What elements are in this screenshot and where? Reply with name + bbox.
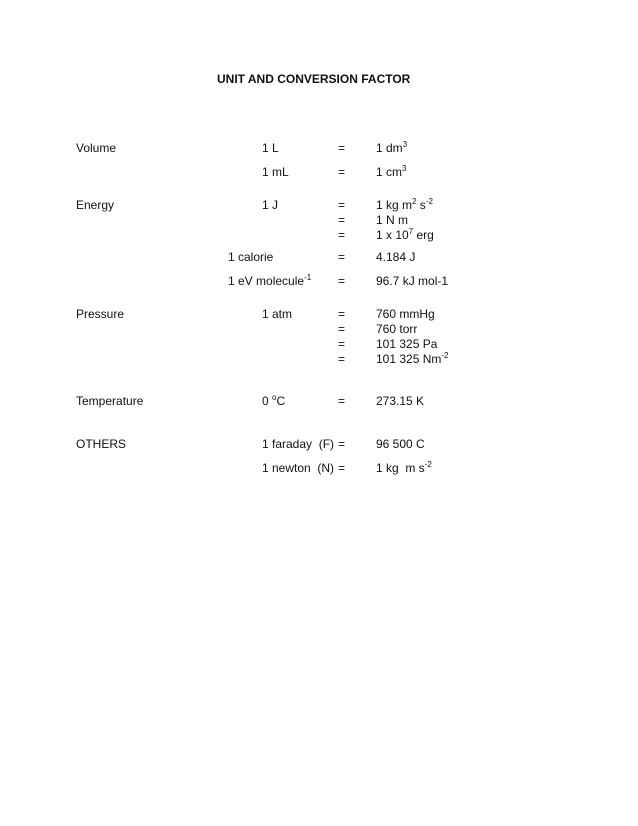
unit-1-newton: 1 newton (N) [262, 461, 335, 475]
unit-1-atm: 1 atm [262, 307, 293, 321]
value-101325-pa: 101 325 Pa [376, 337, 438, 351]
page-title: UNIT AND CONVERSION FACTOR [217, 72, 411, 86]
unit-1-faraday: 1 faraday (F) [262, 437, 335, 451]
value-1-n-m: 1 N m [376, 213, 409, 227]
equals-sign: = [338, 250, 346, 264]
equals-sign: = [338, 274, 346, 288]
category-label-others: OTHERS [76, 437, 127, 451]
equals-sign: = [338, 141, 346, 155]
equals-sign: = [338, 213, 346, 227]
category-label-pressure: Pressure [76, 307, 125, 321]
value-101325-nm-2: 101 325 $Nm^{-2}$ [376, 351, 449, 366]
category-label-volume: Volume [76, 141, 117, 155]
equals-sign: = [338, 228, 346, 242]
value-760-torr: 760 torr [376, 322, 418, 336]
equals-sign: = [338, 352, 346, 366]
value-760-mmhg: 760 mmHg [376, 307, 435, 321]
unit-0-celsius: 0 $^o$C [262, 393, 286, 408]
value-1e7-erg: 1 x $10^7$ erg [376, 227, 434, 242]
equals-sign: = [338, 437, 346, 451]
equals-sign: = [338, 165, 346, 179]
value-1-dm3: 1 $dm^3$ [376, 140, 408, 155]
category-label-energy: Energy [76, 198, 115, 212]
equals-sign: = [338, 322, 346, 336]
unit-1-j: 1 J [262, 198, 279, 212]
equals-sign: = [338, 337, 346, 351]
value-96500-c: 96 500 C [376, 437, 425, 451]
value-1-cm3: 1 $cm^3$ [376, 164, 407, 179]
value-4184-j: 4.184 J [376, 250, 416, 264]
unit-1-ev-molecule: 1 eV molecule$^{-1}$ [228, 273, 312, 288]
unit-1-l: 1 L [262, 141, 279, 155]
value-273-15-k: 273.15 K [376, 394, 425, 408]
unit-1-calorie: 1 calorie [228, 250, 274, 264]
equals-sign: = [338, 461, 346, 475]
equals-sign: = [338, 307, 346, 321]
unit-1-ml: 1 mL [262, 165, 289, 179]
value-96-7-kj: 96.7 kJ mol-1 [376, 274, 449, 288]
equals-sign: = [338, 198, 346, 212]
value-kg-m2-s-2: 1 kg $m^2$ $s^{-2}$ [376, 197, 433, 212]
equals-sign: = [338, 394, 346, 408]
category-label-temperature: Temperature [76, 394, 144, 408]
value-kg-m-s-2: 1 kg m $s^{-2}$ [376, 460, 432, 475]
